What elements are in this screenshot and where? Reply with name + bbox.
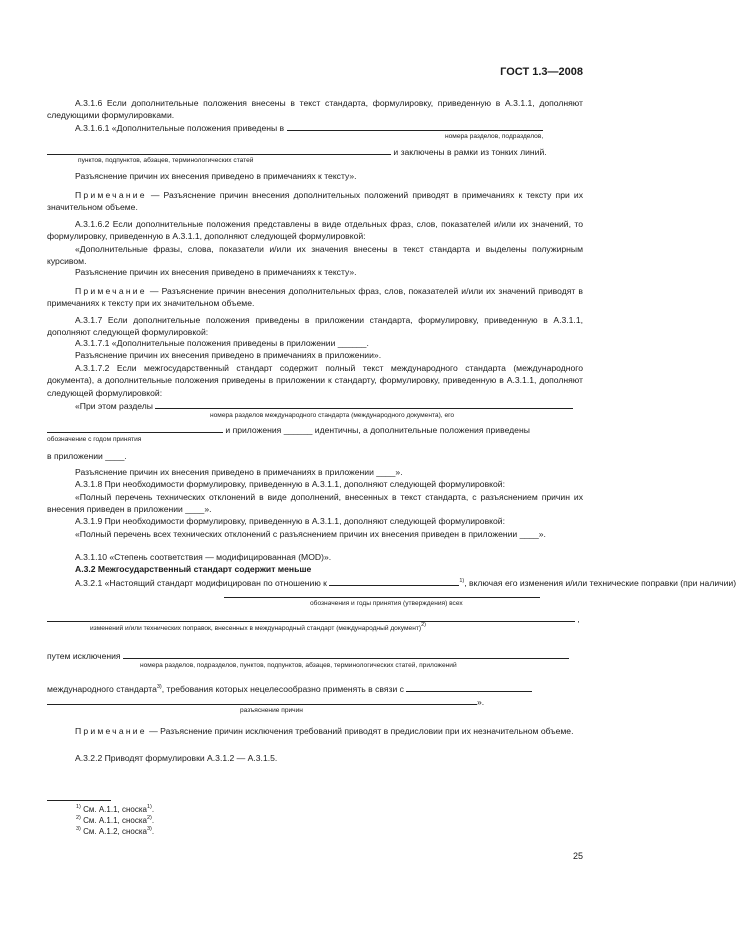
paragraph-a3-1-8: А.3.1.8 При необходимости формулировку, приведенную в А.3.1.1, дополняют следующей формулировкой: (75, 479, 505, 489)
caption: номера разделов, подразделов, (445, 133, 544, 140)
footnote-divider (47, 800, 111, 801)
paragraph-a3-2-2: А.3.2.2 Приводят формулировки А.3.1.2 — А.3.1.5. (75, 753, 278, 763)
note-label: Примечание (75, 286, 147, 296)
paragraph-a3-1-7: А.3.1.7 Если дополнительные положения приведены в приложении стандарта, формулировку, приведенную в А.3.1.1, дополняют следующей формулировкой: (47, 315, 583, 338)
fill-in-line (329, 576, 459, 586)
footnote-3: $^{3)}$ См. А.1.2, сноска$^{3)}$. (76, 826, 155, 836)
paragraph: «При этом разделы (75, 399, 573, 411)
paragraph: Разъяснение причин их внесения приведено в примечаниях к тексту». (75, 267, 357, 277)
paragraph-line: ». (47, 695, 484, 707)
paragraph-line: , (47, 612, 580, 624)
paragraph-a3-1-9: А.3.1.9 При необходимости формулировку, приведенную в А.3.1.1, дополняют следующей формулировкой: (75, 516, 505, 526)
fill-in-line (287, 121, 543, 131)
paragraph-a3-1-7-2: А.3.1.7.2 Если межгосударственный стандарт содержит полный текст международного стандарта (международного документа), а дополнительные положения приведены в приложении к стандарту, формулировку, приведенную в А.3.1.1, дополняют следующей формулировкой: (47, 363, 583, 398)
note-label: Примечание (75, 190, 147, 200)
caption: обозначения и годы принятия (утверждения) всех (310, 600, 463, 607)
paragraph: Разъяснение причин их внесения приведено в примечаниях в приложении ____». (75, 467, 403, 477)
paragraph-a3-2-1: А.3.2.1 «Настоящий стандарт модифицирован по отношению к $^{1)}$, включая его изменения и/или технические поправки (при наличии) (75, 578, 736, 588)
page-number: 25 (572, 851, 583, 861)
paragraph-line: и приложения ______ идентичны, а дополнительные положения приведены (47, 423, 530, 435)
fill-in-line (155, 399, 573, 409)
footnote-ref: 3) (156, 684, 162, 690)
section-heading-a3-2: А.3.2 Межгосударственный стандарт содержит меньше (75, 564, 312, 574)
footnote-ref: 1) (459, 578, 465, 584)
footnote-ref: 2) (421, 622, 426, 628)
fill-in-line (406, 682, 532, 692)
fill-in-line (47, 145, 391, 155)
paragraph-a3-1-6-1: А.3.1.6.1 «Дополнительные положения приведены в (75, 121, 543, 133)
paragraph: «Полный перечень всех технических отклонений с разъяснением причин их внесения приведен в приложении ____». (75, 529, 546, 539)
paragraph: «Полный перечень технических отклонений в виде дополнений, внесенных в текст стандарта, с разъяснением причин их внесения приведен в приложении ____». (47, 492, 583, 515)
fill-in-line (47, 695, 477, 705)
caption: пунктов, подпунктов, абзацев, терминологических статей (78, 157, 254, 164)
paragraph-line: и заключены в рамки из тонких линий. (47, 145, 547, 157)
note-2: Примечание — Разъяснение причин внесения дополнительных фраз, слов, показателей и/или их значений приводят в примечаниях к тексту при их значительном объеме. (47, 286, 583, 309)
paragraph: Разъяснение причин их внесения приведено в примечаниях к тексту». (75, 171, 357, 181)
fill-in-line (224, 588, 540, 598)
paragraph: Разъяснение причин их внесения приведено в примечаниях в приложении». (75, 350, 382, 360)
fill-in-line (47, 423, 223, 433)
paragraph-line (47, 588, 583, 600)
paragraph-a3-1-7-1: А.3.1.7.1 «Дополнительные положения приведены в приложении ______. (75, 338, 369, 348)
footnote-1: $^{1)}$ См. А.1.1, сноска$^{1)}$. (76, 804, 155, 814)
standard-code-header: ГОСТ 1.3—2008 (500, 66, 583, 78)
fill-in-line (47, 612, 575, 622)
paragraph-a3-1-6-2: А.3.1.6.2 Если дополнительные положения представлены в виде отдельных фраз, слов, показателей и/или их значений, то формулировку, приведенную в А.3.1.1, дополняют следующей формулировкой: (47, 219, 583, 242)
paragraph: в приложении ____. (47, 451, 127, 461)
paragraph: «Дополнительные фразы, слова, показатели и/или их значения внесены в текст стандарта и выделены полужирным курсивом. (47, 244, 583, 267)
caption: обозначение с годом принятия (47, 436, 142, 443)
paragraph-a3-1-10: А.3.1.10 «Степень соответствия — модифицированная (MOD)». (75, 552, 332, 562)
fill-in-line (123, 649, 569, 659)
caption: номера разделов международного стандарта (международного документа), его (210, 412, 455, 419)
footnote-2: $^{2)}$ См. А.1.1, сноска$^{2)}$. (76, 815, 155, 825)
caption: разъяснение причин (240, 707, 303, 714)
note-1: Примечание — Разъяснение причин внесения дополнительных положений приводят в примечаниях к тексту при их значительном объеме. (47, 190, 583, 213)
note-label: Примечание (75, 726, 147, 736)
paragraph-line: международного стандарта$^{3)}$, требования которых нецелесообразно применять в связи с (47, 682, 532, 694)
paragraph-line: путем исключения (47, 649, 569, 661)
caption: номера разделов, подразделов, пунктов, подпунктов, абзацев, терминологических статей, приложений (140, 662, 457, 669)
paragraph-a3-1-6: А.3.1.6 Если дополнительные положения внесены в текст стандарта, формулировку, приведенную в А.3.1.1, дополняют следующими формулировками. (47, 98, 583, 121)
note-3: Примечание — Разъяснение причин исключения требований приводят в предисловии при их незначительном объеме. (75, 726, 574, 736)
caption: изменений и/или технических поправок, внесенных в международный стандарт (международный документ)$^{2)}$ (90, 622, 426, 632)
